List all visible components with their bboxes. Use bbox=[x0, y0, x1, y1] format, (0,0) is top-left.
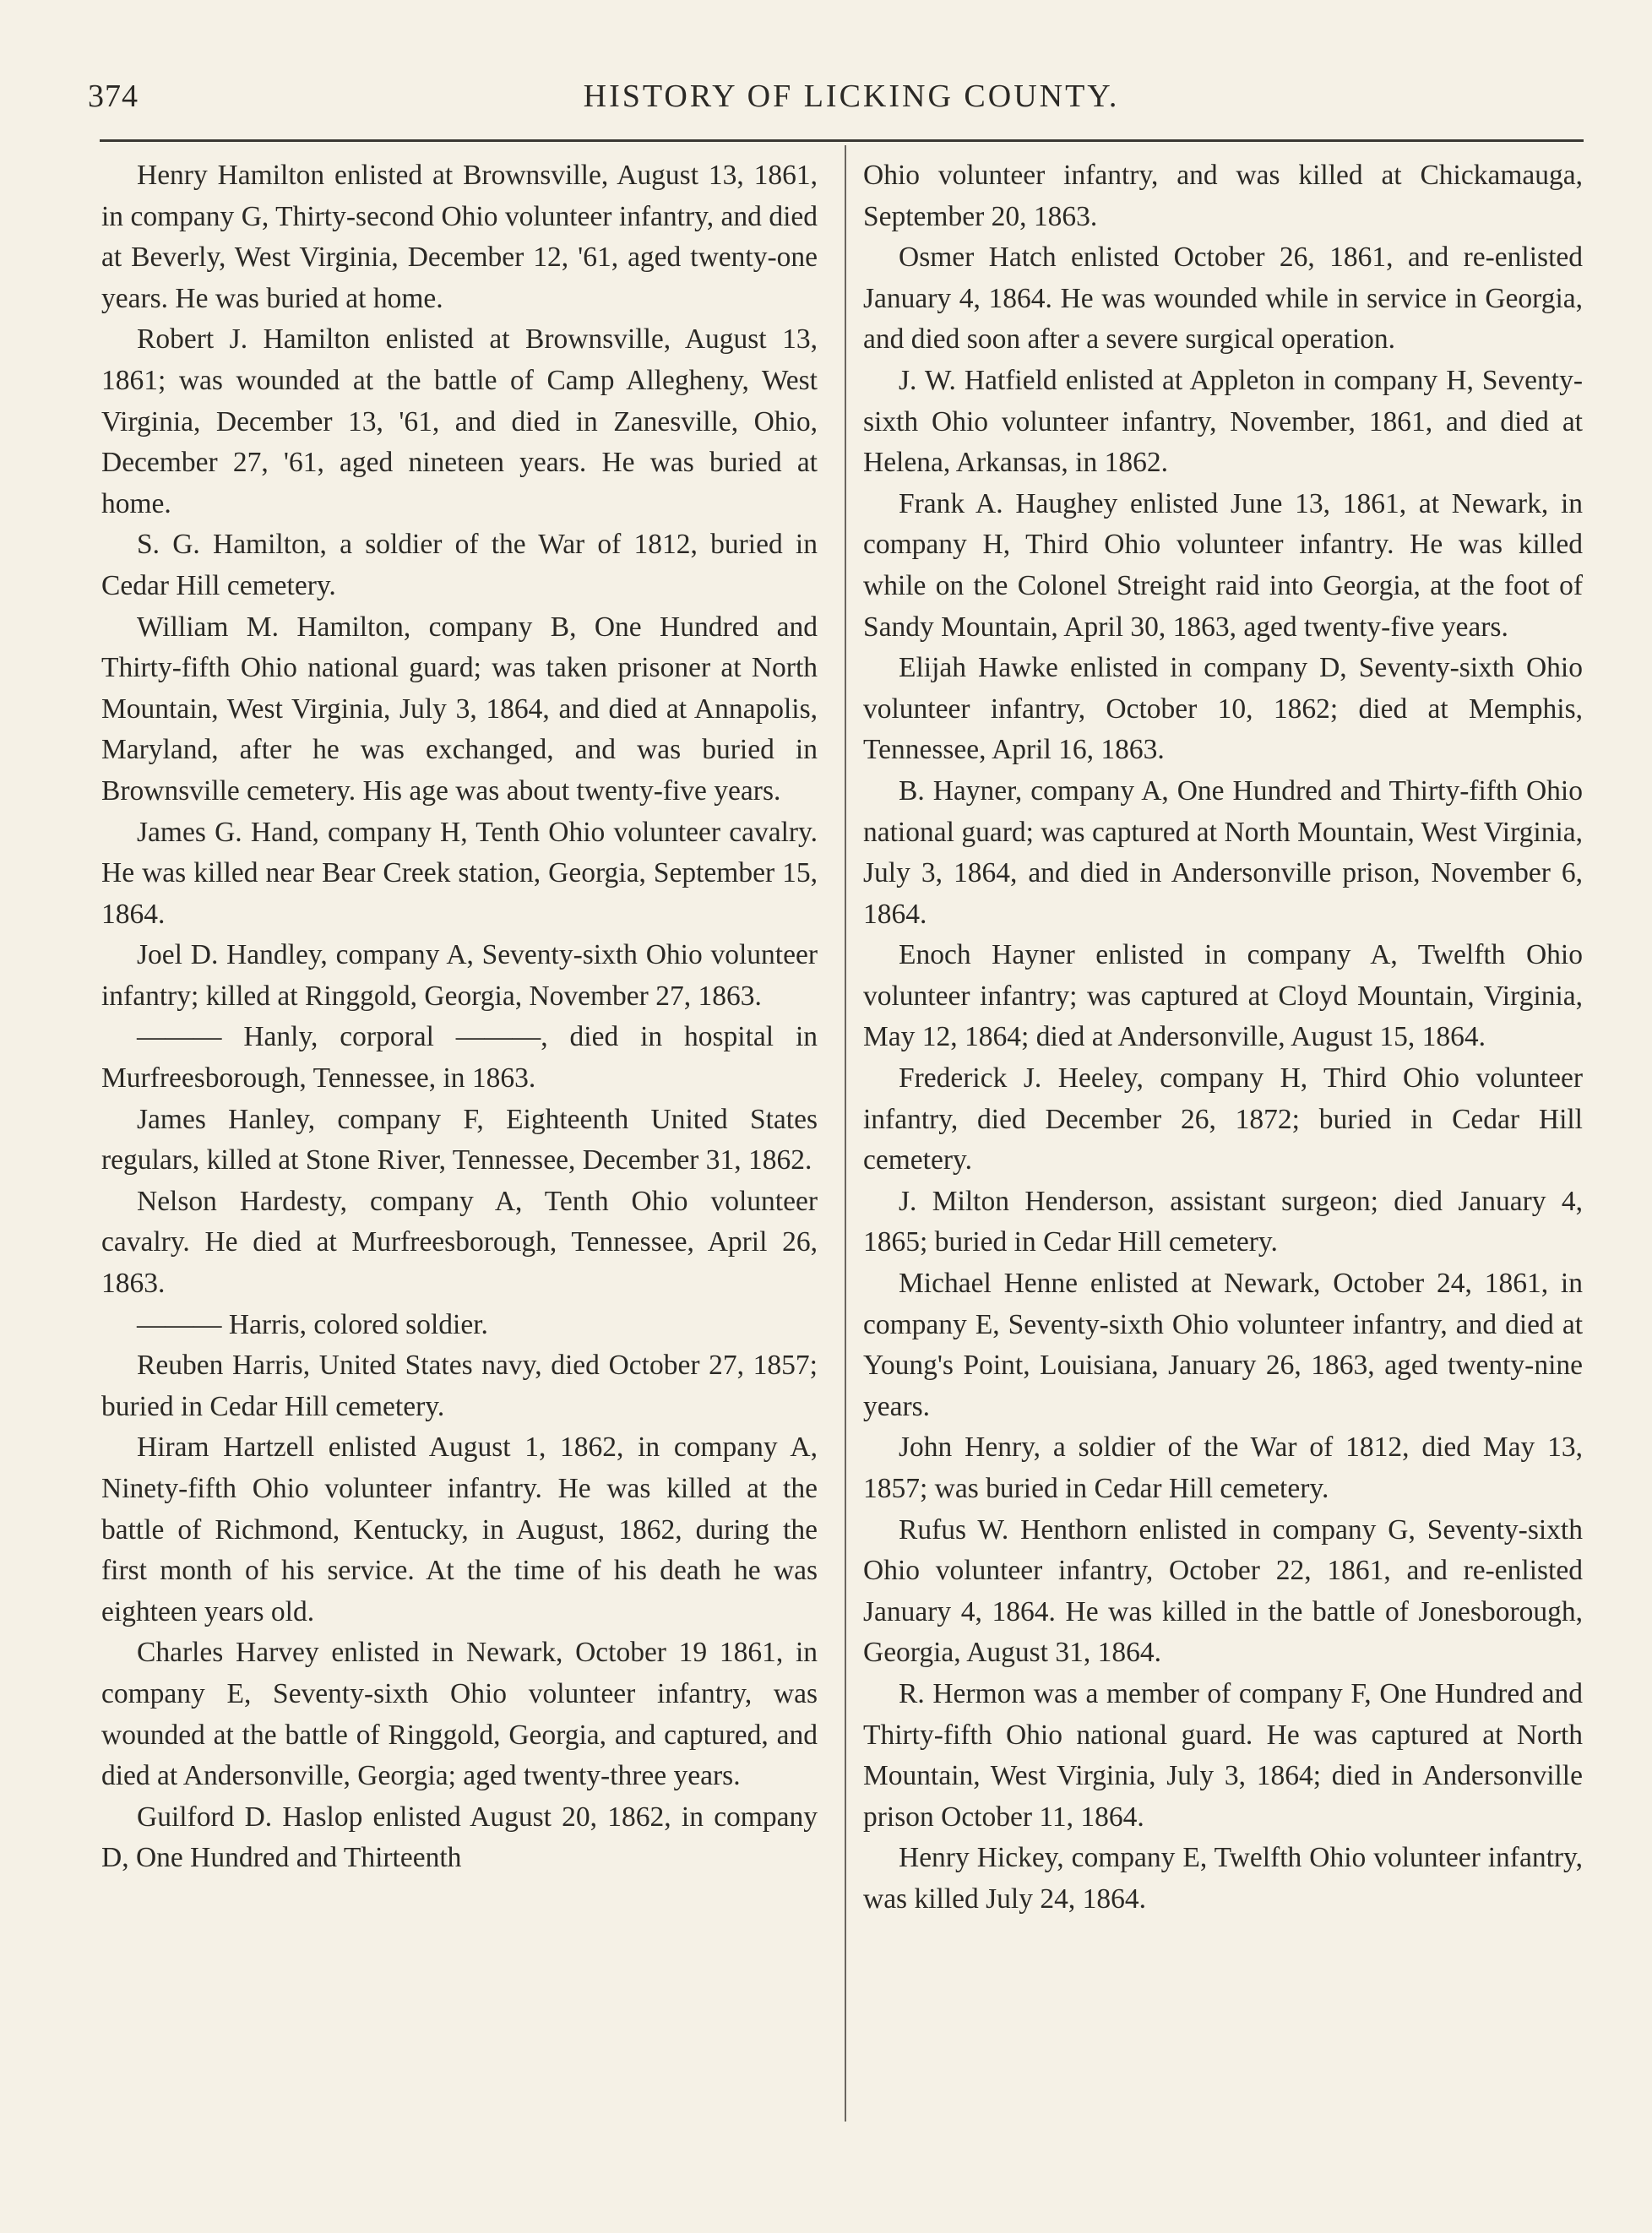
entry-paragraph: B. Hayner, company A, One Hundred and Thirty-fifth Ohio national guard; was captured at North Mountain, West Virginia, July 3, 1864, and died in Andersonville prison, November 6, 1864. bbox=[863, 774, 1583, 930]
entry-paragraph: Enoch Hayner enlisted in company A, Twelfth Ohio volunteer infantry; was captured at Cloyd Mountain, Virginia, May 12, 1864; died at Andersonville, August 15, 1864. bbox=[863, 939, 1583, 1053]
entry-paragraph: Nelson Hardesty, company A, Tenth Ohio volunteer cavalry. He died at Murfreesborough, Tennessee, April 26, 1863. bbox=[101, 1185, 818, 1300]
entry-paragraph: S. G. Hamilton, a soldier of the War of 1812, buried in Cedar Hill cemetery. bbox=[101, 529, 818, 601]
entry-paragraph: Michael Henne enlisted at Newark, October 24, 1861, in company E, Seventy-sixth Ohio volunteer infantry, and died at Young's Point, Louisiana, January 26, 1863, aged twenty-nine years. bbox=[863, 1268, 1583, 1422]
entry-paragraph: Joel D. Handley, company A, Seventy-sixth Ohio volunteer infantry; killed at Ringgold, Georgia, November 27, 1863. bbox=[101, 939, 818, 1012]
entry-paragraph: Reuben Harris, United States navy, died October 27, 1857; buried in Cedar Hill cemetery. bbox=[101, 1350, 818, 1422]
right-column bbox=[863, 155, 1583, 1921]
entry-paragraph: ——— Harris, colored soldier. bbox=[137, 1308, 488, 1340]
entry-paragraph: Rufus W. Henthorn enlisted in company G, Seventy-sixth Ohio volunteer infantry, October 22, 1861, and re-enlisted January 4, 1864. He was killed in the battle of Jonesborough, Georgia, August 31, 1864. bbox=[863, 1513, 1583, 1669]
entry-paragraph: William M. Hamilton, company B, One Hundred and Thirty-fifth Ohio national guard; was taken prisoner at North Mountain, West Virginia, July 3, 1864, and died at Annapolis, Maryland, after he was exchanged, and was buried in Brownsville cemetery. His age was about twenty-five years. bbox=[101, 611, 818, 807]
entry-paragraph: R. Hermon was a member of company F, One Hundred and Thirty-fifth Ohio national guard. He was captured at North Mountain, West Virginia, July 3, 1864; died in Andersonville prison October 11, 1864. bbox=[863, 1677, 1583, 1833]
entry-paragraph: John Henry, a soldier of the War of 1812, died May 13, 1857; was buried in Cedar Hill cemetery. bbox=[863, 1432, 1583, 1504]
entry-paragraph: Elijah Hawke enlisted in company D, Seventy-sixth Ohio volunteer infantry, October 10, 1862; died at Memphis, Tennessee, April 16, 1863. bbox=[863, 652, 1583, 766]
entry-paragraph: J. W. Hatfield enlisted at Appleton in company H, Seventy-sixth Ohio volunteer infantry, November, 1861, and died at Helena, Arkansas, in 1862. bbox=[863, 364, 1583, 479]
entry-paragraph: Henry Hickey, company E, Twelfth Ohio volunteer infantry, was killed July 24, 1864. bbox=[863, 1842, 1583, 1915]
entry-paragraph: James G. Hand, company H, Tenth Ohio volunteer cavalry. He was killed near Bear Creek station, Georgia, September 15, 1864. bbox=[101, 816, 818, 930]
entry-paragraph: Frederick J. Heeley, company H, Third Ohio volunteer infantry, died December 26, 1872; buried in Cedar Hill cemetery. bbox=[863, 1062, 1583, 1176]
running-head-title: HISTORY OF LICKING COUNTY. bbox=[583, 79, 1120, 114]
column-divider bbox=[845, 145, 846, 2122]
header-rule bbox=[100, 139, 1584, 142]
continued-paragraph: Ohio volunteer infantry, and was killed at Chickamauga, September 20, 1863. bbox=[863, 160, 1583, 232]
entry-paragraph: Hiram Hartzell enlisted August 1, 1862, in company A, Ninety-fifth Ohio volunteer infantry. He was killed at the battle of Richmond, Kentucky, in August, 1862, during the first month of his service. At the time of his death he was eighteen years old. bbox=[101, 1432, 818, 1627]
entry-paragraph: Henry Hamilton enlisted at Brownsville, August 13, 1861, in company G, Thirty-second Ohio volunteer infantry, and died at Beverly, West Virginia, December 12, '61, aged twenty-one years. He was buried at home. bbox=[101, 160, 818, 314]
entry-paragraph: Robert J. Hamilton enlisted at Brownsville, August 13, 1861; was wounded at the battle of Camp Allegheny, West Virginia, December 13, '61, and died in Zanesville, Ohio, December 27, '61, aged nineteen years. He was buried at home. bbox=[101, 323, 818, 519]
entry-paragraph: J. Milton Henderson, assistant surgeon; died January 4, 1865; buried in Cedar Hill cemetery. bbox=[863, 1185, 1583, 1258]
entry-paragraph: Osmer Hatch enlisted October 26, 1861, and re-enlisted January 4, 1864. He was wounded while in service in Georgia, and died soon after a severe surgical operation. bbox=[863, 242, 1583, 356]
entry-paragraph: Charles Harvey enlisted in Newark, October 19 1861, in company E, Seventy-sixth Ohio volunteer infantry, was wounded at the battle of Ringgold, Georgia, and captured, and died at Andersonville, Georgia; aged twenty-three years. bbox=[101, 1637, 818, 1792]
entry-paragraph: James Hanley, company F, Eighteenth United States regulars, killed at Stone River, Tennessee, December 31, 1862. bbox=[101, 1103, 818, 1176]
entry-paragraph: Guilford D. Haslop enlisted August 20, 1862, in company D, One Hundred and Thirteenth bbox=[101, 1801, 818, 1874]
left-column bbox=[101, 155, 818, 1879]
page-number: 374 bbox=[88, 79, 139, 114]
entry-paragraph: ——— Hanly, corporal ———, died in hospital in Murfreesborough, Tennessee, in 1863. bbox=[101, 1021, 818, 1095]
entry-paragraph: Frank A. Haughey enlisted June 13, 1861, at Newark, in company H, Third Ohio volunteer infantry. He was killed while on the Colonel Streight raid into Georgia, at the foot of Sandy Mountain, April 30, 1863, aged twenty-five years. bbox=[863, 487, 1583, 643]
